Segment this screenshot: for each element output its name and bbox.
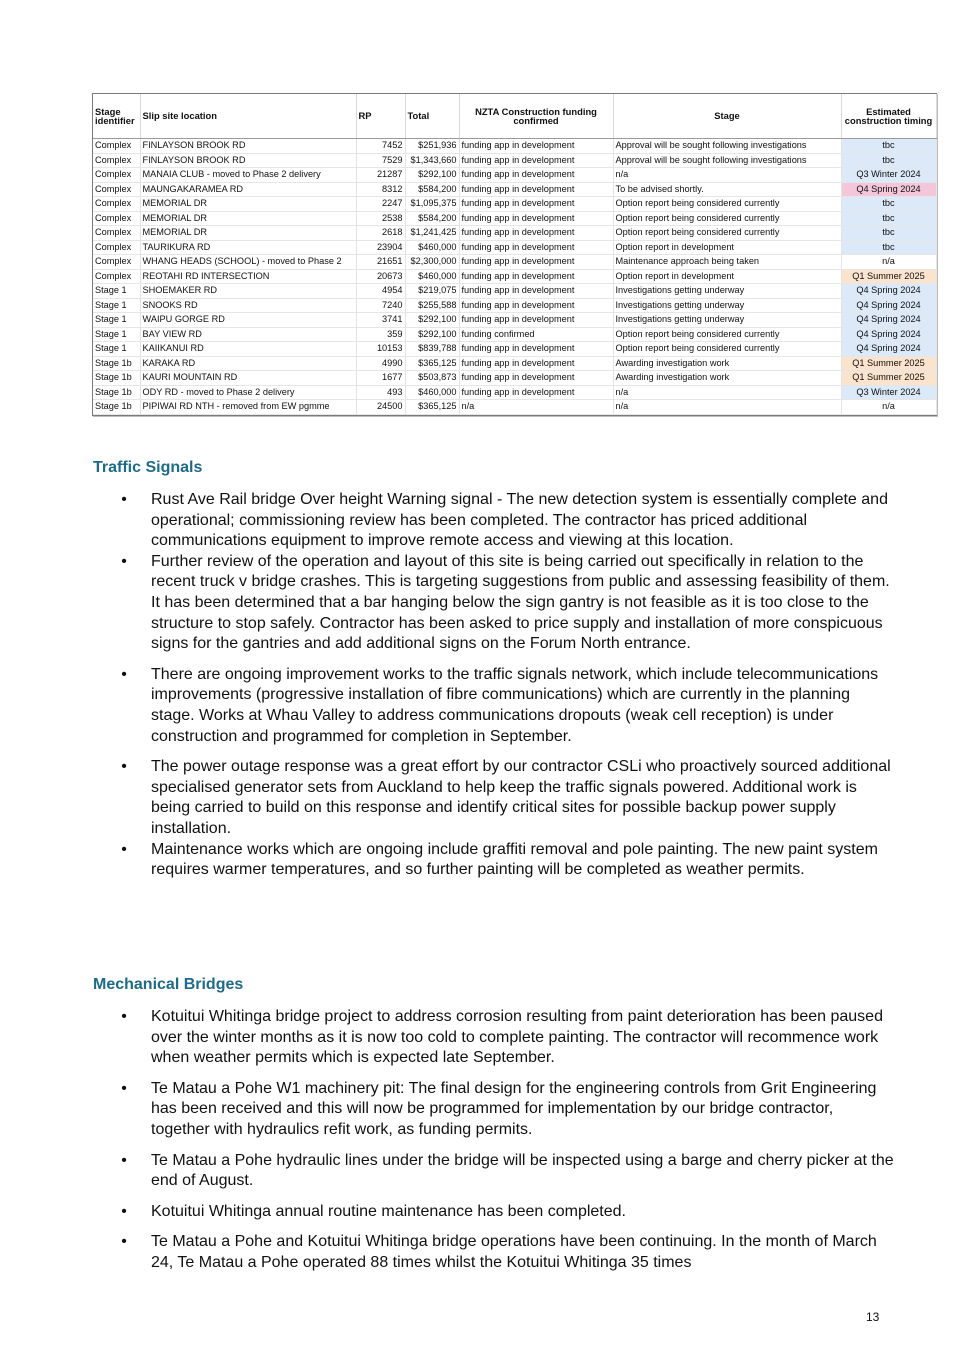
bullet-icon: •: [121, 1233, 127, 1251]
bullet-text: Further review of the operation and layout of this site is being carried out specifically in relation to the recent truck v bridge crashes. This is targeting suggestions from public and assessing feasibility of them. It has been determined that a bar hanging below the sign gantry is not feasible as it is too close to the structure to stop safely. Contractor has been asked to price supply and installation of more conspicuous signs for the gantries and add additional signs on the Forum North entrance.: [151, 552, 890, 653]
cell-nzta-funding: funding app in development: [459, 342, 613, 357]
bullet-icon: •: [121, 1202, 127, 1220]
cell-nzta-funding: n/a: [459, 400, 613, 415]
table-row: [93, 342, 936, 357]
cell-location: MEMORIAL DR: [140, 226, 356, 241]
cell-rp: 4954: [356, 284, 405, 299]
cell-stage: Complex: [93, 240, 140, 255]
cell-location: MAUNGAKARAMEA RD: [140, 182, 356, 197]
cell-stage: Stage 1b: [93, 385, 140, 400]
cell-location: SNOOKS RD: [140, 298, 356, 313]
bullet-text: Te Matau a Pohe hydraulic lines under the bridge will be inspected using a barge and cherry picker at the end of August.: [151, 1151, 894, 1190]
cell-nzta-funding: funding confirmed: [459, 327, 613, 342]
cell-location: KAIIKANUI RD: [140, 342, 356, 357]
cell-timing: n/a: [841, 255, 936, 270]
cell-location: REOTAHI RD INTERSECTION: [140, 269, 356, 284]
cell-rp: 2247: [356, 197, 405, 212]
bullet-item: [0, 1151, 967, 1192]
cell-stage-desc: Approval will be sought following investigations: [613, 153, 841, 168]
cell-stage-desc: n/a: [613, 168, 841, 183]
header-slip-site-location: Slip site location: [140, 94, 356, 139]
cell-stage-desc: Option report being considered currently: [613, 327, 841, 342]
cell-total: $839,788: [405, 342, 459, 357]
cell-total: $1,241,425: [405, 226, 459, 241]
cell-stage-desc: To be advised shortly.: [613, 182, 841, 197]
cell-stage: Complex: [93, 153, 140, 168]
bullet-icon: •: [121, 665, 127, 683]
bullet-item: [0, 490, 967, 552]
cell-nzta-funding: funding app in development: [459, 385, 613, 400]
cell-total: $2,300,000: [405, 255, 459, 270]
cell-total: $292,100: [405, 327, 459, 342]
cell-nzta-funding: funding app in development: [459, 182, 613, 197]
cell-stage-desc: Option report being considered currently: [613, 342, 841, 357]
bullet-icon: •: [121, 1008, 127, 1025]
cell-total: $460,000: [405, 269, 459, 284]
cell-nzta-funding: funding app in development: [459, 313, 613, 328]
table-header-row: [93, 94, 936, 139]
cell-rp: 493: [356, 385, 405, 400]
cell-nzta-funding: funding app in development: [459, 197, 613, 212]
cell-total: $584,200: [405, 182, 459, 197]
table-row: [93, 226, 936, 241]
cell-total: $365,125: [405, 400, 459, 415]
cell-total: $460,000: [405, 240, 459, 255]
bullet-text: Te Matau a Pohe and Kotuitui Whitinga bridge operations have been continuing. In the month of March 24, Te Matau a Pohe operated 88 times whilst the Kotuitui Whitinga 35 times: [151, 1233, 877, 1271]
cell-nzta-funding: funding app in development: [459, 255, 613, 270]
cell-location: WAIPU GORGE RD: [140, 313, 356, 328]
header-estimated-timing: Estimated construction timing: [841, 94, 936, 139]
cell-nzta-funding: funding app in development: [459, 298, 613, 313]
cell-rp: 10153: [356, 342, 405, 357]
table-row: [93, 284, 936, 299]
bullet-icon: •: [121, 491, 127, 508]
cell-stage-desc: Option report being considered currently: [613, 211, 841, 226]
bullet-text: Kotuitui Whitinga bridge project to address corrosion resulting from paint deterioration has been paused over the winter months as it is now too cold to complete painting. The contractor will recommence work when weather permits which is expected late September.: [151, 1008, 883, 1067]
cell-total: $292,100: [405, 313, 459, 328]
cell-rp: 23904: [356, 240, 405, 255]
cell-stage-desc: Option report being considered currently: [613, 197, 841, 212]
cell-total: $255,588: [405, 298, 459, 313]
cell-rp: 7240: [356, 298, 405, 313]
cell-location: BAY VIEW RD: [140, 327, 356, 342]
bullet-item: [0, 840, 967, 881]
table-row: [93, 356, 936, 371]
cell-total: $1,095,375: [405, 197, 459, 212]
cell-nzta-funding: funding app in development: [459, 240, 613, 255]
cell-rp: 3741: [356, 313, 405, 328]
cell-total: $503,873: [405, 371, 459, 386]
header-stage: Stage: [613, 94, 841, 139]
cell-stage: Stage 1b: [93, 356, 140, 371]
cell-stage: Stage 1: [93, 284, 140, 299]
cell-stage: Stage 1: [93, 342, 140, 357]
table-row: [93, 197, 936, 212]
cell-timing: Q3 Winter 2024: [841, 385, 936, 400]
cell-rp: 7529: [356, 153, 405, 168]
cell-stage: Complex: [93, 197, 140, 212]
cell-location: ODY RD - moved to Phase 2 delivery: [140, 385, 356, 400]
cell-stage: Stage 1: [93, 313, 140, 328]
header-stage-identifier: Stage identifier: [93, 94, 140, 139]
cell-timing: Q4 Spring 2024: [841, 182, 936, 197]
cell-stage: Complex: [93, 269, 140, 284]
mechanical-bridges-heading: Mechanical Bridges: [93, 976, 244, 993]
cell-stage-desc: Investigations getting underway: [613, 284, 841, 299]
cell-location: MEMORIAL DR: [140, 211, 356, 226]
bullet-icon: •: [121, 1151, 127, 1169]
bullet-item: [0, 757, 967, 839]
cell-nzta-funding: funding app in development: [459, 226, 613, 241]
cell-nzta-funding: funding app in development: [459, 371, 613, 386]
mechanical-bridges-list: [0, 1007, 967, 1274]
cell-rp: 8312: [356, 182, 405, 197]
cell-total: $292,100: [405, 168, 459, 183]
cell-location: TAURIKURA RD: [140, 240, 356, 255]
cell-location: KARAKA RD: [140, 356, 356, 371]
table-row: [93, 385, 936, 400]
bullet-item: [0, 1232, 967, 1273]
cell-stage: Complex: [93, 211, 140, 226]
cell-stage-desc: Awarding investigation work: [613, 371, 841, 386]
bullet-item: [0, 1202, 967, 1223]
cell-rp: 21287: [356, 168, 405, 183]
cell-stage-desc: Investigations getting underway: [613, 298, 841, 313]
header-rp: RP: [356, 94, 405, 139]
bullet-text: There are ongoing improvement works to the traffic signals network, which include telecommunications improvements (progressive installation of fibre communications) which are currently in the planning stage. Works at Whau Valley to address communications dropouts (weak cell reception) is under construction and programmed for completion in September.: [151, 665, 879, 745]
cell-stage: Stage 1: [93, 298, 140, 313]
cell-rp: 1677: [356, 371, 405, 386]
cell-total: $1,343,660: [405, 153, 459, 168]
cell-total: $365,125: [405, 356, 459, 371]
cell-nzta-funding: funding app in development: [459, 139, 613, 154]
table-row: [93, 371, 936, 386]
cell-location: PIPIWAI RD NTH - removed from EW pgmme: [140, 400, 356, 415]
cell-rp: 2618: [356, 226, 405, 241]
bullet-text: Kotuitui Whitinga annual routine maintenance has been completed.: [151, 1202, 626, 1220]
cell-total: $460,000: [405, 385, 459, 400]
cell-timing: tbc: [841, 197, 936, 212]
cell-location: MEMORIAL DR: [140, 197, 356, 212]
bullet-text: Maintenance works which are ongoing include graffiti removal and pole painting. The new paint system requires warmer temperatures, and so further painting will be completed as weather permits.: [151, 840, 878, 879]
bullet-item: [0, 1079, 967, 1141]
bullet-icon: •: [121, 552, 127, 570]
cell-stage: Stage 1b: [93, 371, 140, 386]
table-row: [93, 298, 936, 313]
cell-nzta-funding: funding app in development: [459, 211, 613, 226]
cell-timing: tbc: [841, 153, 936, 168]
cell-location: SHOEMAKER RD: [140, 284, 356, 299]
cell-stage-desc: Maintenance approach being taken: [613, 255, 841, 270]
cell-stage-desc: Option report in development: [613, 240, 841, 255]
slip-sites-table-container: [92, 93, 937, 416]
cell-nzta-funding: funding app in development: [459, 269, 613, 284]
cell-timing: tbc: [841, 139, 936, 154]
table-row: [93, 153, 936, 168]
bullet-text: The power outage response was a great effort by our contractor CSLi who proactively sourced additional specialised generator sets from Auckland to help keep the traffic signals powered. Additional work is being carried to build on this response and identify critical sites for possible backup power supply installation.: [151, 758, 891, 837]
header-total: Total: [405, 94, 459, 139]
cell-timing: Q1 Summer 2025: [841, 356, 936, 371]
table-row: [93, 182, 936, 197]
cell-timing: Q1 Summer 2025: [841, 371, 936, 386]
cell-stage: Stage 1b: [93, 400, 140, 415]
cell-stage: Complex: [93, 255, 140, 270]
table-row: [93, 240, 936, 255]
cell-timing: tbc: [841, 211, 936, 226]
cell-stage-desc: Investigations getting underway: [613, 313, 841, 328]
cell-stage-desc: Option report being considered currently: [613, 226, 841, 241]
cell-rp: 4990: [356, 356, 405, 371]
cell-nzta-funding: funding app in development: [459, 168, 613, 183]
cell-timing: Q4 Spring 2024: [841, 327, 936, 342]
cell-timing: n/a: [841, 400, 936, 415]
table-row: [93, 168, 936, 183]
cell-timing: tbc: [841, 226, 936, 241]
cell-timing: Q1 Summer 2025: [841, 269, 936, 284]
table-row: [93, 211, 936, 226]
cell-rp: 24500: [356, 400, 405, 415]
cell-stage: Complex: [93, 168, 140, 183]
cell-total: $251,936: [405, 139, 459, 154]
cell-nzta-funding: funding app in development: [459, 153, 613, 168]
slip-sites-table: [93, 94, 937, 415]
cell-stage: Complex: [93, 139, 140, 154]
table-row: [93, 255, 936, 270]
cell-timing: Q4 Spring 2024: [841, 298, 936, 313]
table-row: [93, 269, 936, 284]
cell-timing: Q4 Spring 2024: [841, 313, 936, 328]
header-nzta-funding: NZTA Construction funding confirmed: [459, 94, 613, 139]
traffic-signals-list: [0, 490, 967, 881]
bullet-item: [0, 552, 967, 655]
cell-stage: Complex: [93, 182, 140, 197]
cell-rp: 20673: [356, 269, 405, 284]
cell-stage: Stage 1: [93, 327, 140, 342]
cell-location: FINLAYSON BROOK RD: [140, 139, 356, 154]
bullet-item: [0, 1007, 967, 1069]
bullet-icon: •: [121, 758, 127, 776]
cell-stage-desc: Approval will be sought following investigations: [613, 139, 841, 154]
cell-rp: 359: [356, 327, 405, 342]
cell-rp: 7452: [356, 139, 405, 154]
cell-nzta-funding: funding app in development: [459, 284, 613, 299]
page-number: 13: [866, 1310, 880, 1324]
cell-location: WHANG HEADS (SCHOOL) - moved to Phase 2: [140, 255, 356, 270]
cell-location: MANAIA CLUB - moved to Phase 2 delivery: [140, 168, 356, 183]
table-row: [93, 327, 936, 342]
cell-timing: Q4 Spring 2024: [841, 284, 936, 299]
bullet-text: Te Matau a Pohe W1 machinery pit: The final design for the engineering controls from Grit Engineering has been received and this will now be programmed for implementation by our bridge contractor, together with hydraulics refit work, as funding permits.: [151, 1079, 877, 1138]
cell-location: KAURI MOUNTAIN RD: [140, 371, 356, 386]
bullet-icon: •: [121, 1079, 127, 1097]
cell-stage-desc: Awarding investigation work: [613, 356, 841, 371]
bullet-icon: •: [121, 840, 127, 858]
bullet-item: [0, 665, 967, 747]
cell-timing: Q3 Winter 2024: [841, 168, 936, 183]
table-row: [93, 400, 936, 415]
cell-stage: Complex: [93, 226, 140, 241]
bullet-text: Rust Ave Rail bridge Over height Warning signal - The new detection system is essentially complete and operational; commissioning review has been completed. The contractor has priced additional communications equipment to improve remote access and viewing at this location.: [151, 491, 888, 550]
cell-stage-desc: n/a: [613, 400, 841, 415]
table-row: [93, 139, 936, 154]
cell-stage-desc: n/a: [613, 385, 841, 400]
cell-timing: tbc: [841, 240, 936, 255]
cell-rp: 21651: [356, 255, 405, 270]
cell-timing: Q4 Spring 2024: [841, 342, 936, 357]
cell-stage-desc: Option report in development: [613, 269, 841, 284]
cell-total: $219,075: [405, 284, 459, 299]
cell-location: FINLAYSON BROOK RD: [140, 153, 356, 168]
cell-nzta-funding: funding app in development: [459, 356, 613, 371]
cell-rp: 2538: [356, 211, 405, 226]
traffic-signals-heading: Traffic Signals: [93, 459, 203, 476]
cell-total: $584,200: [405, 211, 459, 226]
table-row: [93, 313, 936, 328]
